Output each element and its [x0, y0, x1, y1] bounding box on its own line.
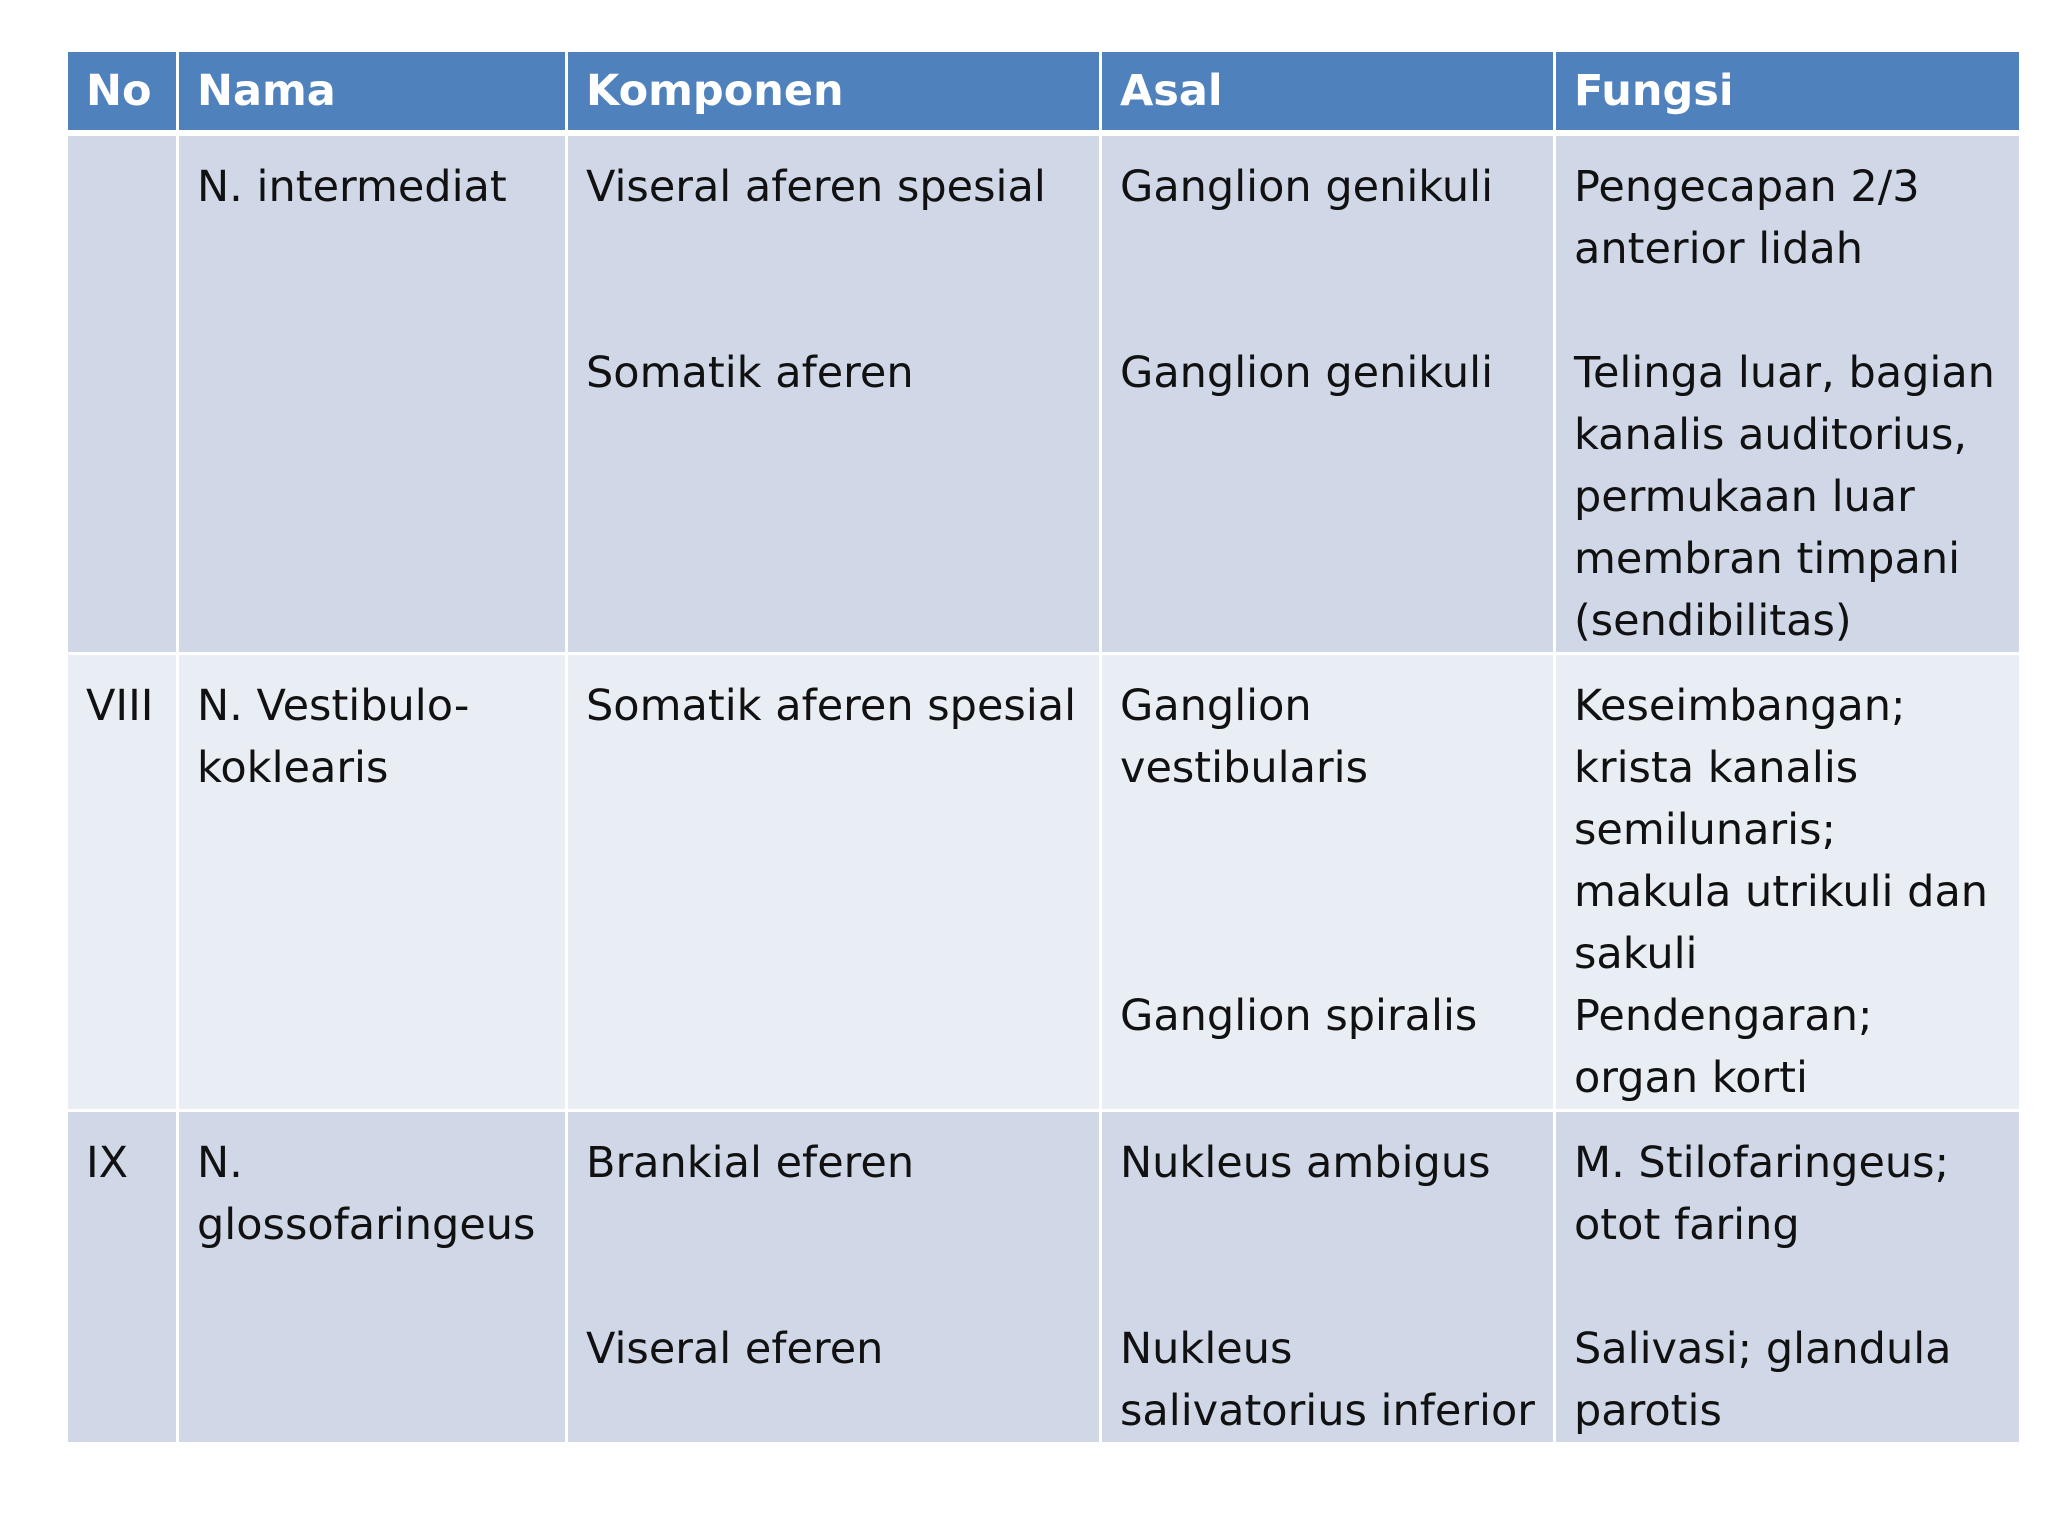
header-nama: Nama — [178, 51, 567, 134]
cell-fungsi — [1555, 133, 2021, 654]
function-item: Keseimbangan; krista kanalis semilunaris; makula utrikuli dan sakuli — [1574, 681, 1989, 979]
origin-item: Nukleus salivatorius inferior — [1120, 1324, 1535, 1436]
row-number: VIII — [86, 681, 154, 731]
header-komponen: Komponen — [567, 51, 1101, 134]
nerve-name: N. intermediat — [197, 162, 507, 212]
function-item: Salivasi; glandula parotis — [1574, 1324, 1952, 1436]
origin-item: Nukleus ambigus — [1120, 1138, 1491, 1188]
component-item: Viseral aferen spesial — [586, 162, 1046, 212]
cell-asal — [1101, 654, 1555, 1111]
cell-nama — [178, 133, 567, 654]
table-row — [67, 133, 2021, 654]
origin-item: Ganglion spiralis — [1120, 991, 1478, 1041]
cranial-nerve-table — [65, 49, 2022, 1445]
cell-no — [67, 654, 178, 1111]
cell-asal — [1101, 1111, 1555, 1444]
component-item: Viseral eferen — [586, 1324, 884, 1374]
function-item: M. Stilofaringeus; otot faring — [1574, 1138, 1950, 1250]
cell-fungsi — [1555, 1111, 2021, 1444]
cell-nama — [178, 654, 567, 1111]
header-asal: Asal — [1101, 51, 1555, 134]
function-item: Pengecapan 2/3 anterior lidah — [1574, 162, 1920, 274]
component-item: Somatik aferen — [586, 348, 914, 398]
table-row — [67, 1111, 2021, 1444]
origin-item: Ganglion genikuli — [1120, 162, 1494, 212]
nerve-name: N. glossofaringeus — [197, 1138, 536, 1250]
row-number: IX — [86, 1138, 129, 1188]
cell-komponen — [567, 1111, 1101, 1444]
component-item: Brankial eferen — [586, 1138, 915, 1188]
header-fungsi: Fungsi — [1555, 51, 2021, 134]
cell-no — [67, 133, 178, 654]
function-item: Pendengaran; organ korti — [1574, 991, 1873, 1103]
table-row — [67, 654, 2021, 1111]
header-no: No — [67, 51, 178, 134]
header-row — [67, 51, 2021, 134]
cell-komponen — [567, 133, 1101, 654]
cell-nama — [178, 1111, 567, 1444]
nerve-name: N. Vestibulo-koklearis — [197, 681, 470, 793]
origin-item: Ganglion vestibularis — [1120, 681, 1368, 793]
origin-item: Ganglion genikuli — [1120, 348, 1494, 398]
component-item: Somatik aferen spesial — [586, 681, 1077, 731]
function-item: Telinga luar, bagian kanalis auditorius, permukaan luar membran timpani (sendibilitas) — [1574, 348, 1995, 646]
cell-komponen — [567, 654, 1101, 1111]
cell-asal — [1101, 133, 1555, 654]
cell-fungsi — [1555, 654, 2021, 1111]
cell-no — [67, 1111, 178, 1444]
